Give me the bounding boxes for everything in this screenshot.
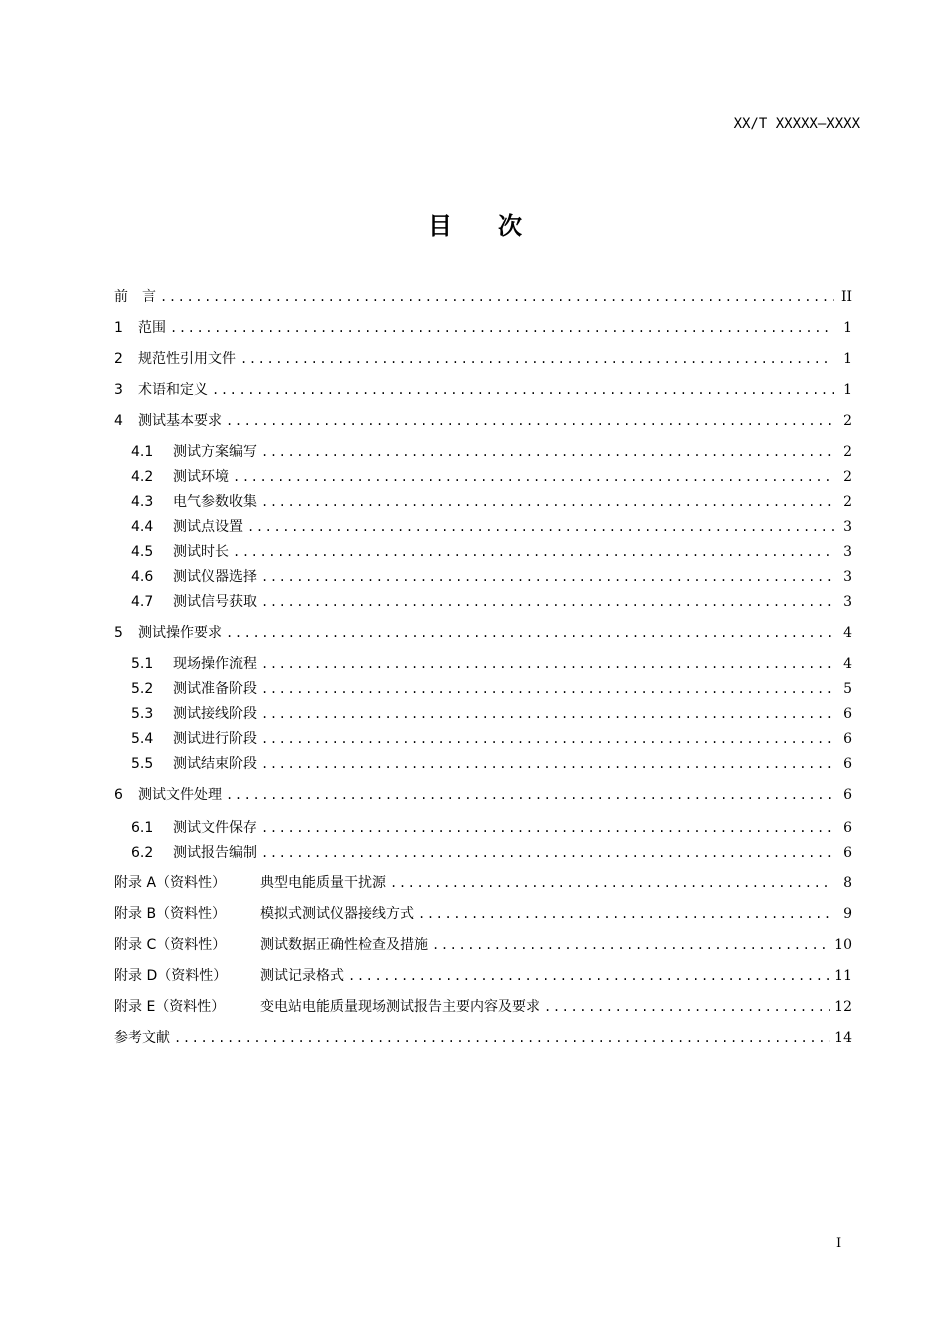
toc-appendix-e[interactable] xyxy=(114,995,852,1026)
toc-entry-page: 6 xyxy=(843,820,852,836)
toc-entry-page: 9 xyxy=(843,906,852,922)
toc-entry-title: 测试结束阶段 xyxy=(173,756,257,772)
appendix-label: 附录 E（资料性） xyxy=(114,999,226,1015)
toc-entry-page: 2 xyxy=(843,444,852,460)
toc-entry-title: 前 言 xyxy=(114,289,156,305)
toc-entry-page: 6 xyxy=(843,706,852,722)
toc-entry-number: 4.1 xyxy=(131,444,154,460)
leader-dots xyxy=(261,752,834,777)
toc-entry-title: 测试报告编制 xyxy=(173,845,257,861)
toc-entry-number: 3 xyxy=(114,382,123,398)
toc-entry-title: 现场操作流程 xyxy=(173,656,257,672)
toc-entry-page: 2 xyxy=(843,494,852,510)
toc-entry-title: 测试信号获取 xyxy=(173,594,257,610)
toc-entry-number: 5.1 xyxy=(131,656,154,672)
appendix-label: 附录 B（资料性） xyxy=(114,906,227,922)
appendix-label: 附录 D（资料性） xyxy=(114,968,228,984)
toc-entry-number: 4.5 xyxy=(131,544,154,560)
toc-entry-page: 6 xyxy=(843,756,852,772)
toc-entry-page: 1 xyxy=(843,351,852,367)
toc-entry[interactable] xyxy=(114,378,852,409)
toc-entry-title: 范围 xyxy=(138,320,166,336)
toc-entry-number: 5.5 xyxy=(131,756,154,772)
toc-entry-title: 测试接线阶段 xyxy=(173,706,257,722)
leader-dots xyxy=(261,565,834,590)
toc-entry-number: 5.4 xyxy=(131,731,154,747)
leader-dots xyxy=(261,816,834,841)
toc-entry-page: 3 xyxy=(843,519,852,535)
toc-entry-page: 12 xyxy=(834,999,852,1015)
toc-entry-page: 11 xyxy=(834,968,852,984)
toc-entry-page: 10 xyxy=(834,937,852,953)
table-of-contents xyxy=(114,285,852,1057)
leader-dots xyxy=(261,841,834,866)
toc-subentry[interactable] xyxy=(114,565,852,590)
leader-dots xyxy=(418,902,834,927)
leader-dots xyxy=(261,702,834,727)
toc-entry-number: 5.2 xyxy=(131,681,154,697)
toc-entry-page: 4 xyxy=(843,656,852,672)
toc-subentry[interactable] xyxy=(114,490,852,515)
document-code: XX/T XXXXX—XXXX xyxy=(733,116,860,132)
toc-entry-title: 术语和定义 xyxy=(138,382,208,398)
footer-page-number: I xyxy=(836,1236,842,1251)
toc-entry-title: 测试记录格式 xyxy=(260,968,344,984)
toc-subentry[interactable] xyxy=(114,515,852,540)
toc-subentry[interactable] xyxy=(114,590,852,621)
toc-entry-number: 4.7 xyxy=(131,594,154,610)
leader-dots xyxy=(226,621,834,646)
toc-entry-number: 2 xyxy=(114,351,123,367)
appendix-label: 附录 A（资料性） xyxy=(114,875,227,891)
toc-entry-references[interactable] xyxy=(114,1026,852,1057)
toc-entry-page: 6 xyxy=(843,845,852,861)
toc-entry[interactable] xyxy=(114,409,852,440)
toc-entry-title: 测试方案编写 xyxy=(173,444,257,460)
toc-entry[interactable] xyxy=(114,347,852,378)
leader-dots xyxy=(261,727,834,752)
appendix-label: 附录 C（资料性） xyxy=(114,937,227,953)
leader-dots xyxy=(261,677,834,702)
toc-entry-number: 4 xyxy=(114,413,123,429)
toc-entry-number: 4.3 xyxy=(131,494,154,510)
toc-subentry[interactable] xyxy=(114,652,852,677)
toc-subentry[interactable] xyxy=(114,702,852,727)
leader-dots xyxy=(390,871,834,896)
toc-entry-title: 测试操作要求 xyxy=(138,625,222,641)
page-title xyxy=(0,206,950,241)
toc-entry-title: 参考文献 xyxy=(114,1030,170,1046)
leader-dots xyxy=(233,465,834,490)
toc-entry-page: 2 xyxy=(843,469,852,485)
toc-entry-number: 5.3 xyxy=(131,706,154,722)
toc-entry-page: II xyxy=(840,289,852,305)
toc-subentry[interactable] xyxy=(114,816,852,841)
toc-entry-title: 测试文件保存 xyxy=(173,820,257,836)
toc-entry-title: 测试时长 xyxy=(173,544,229,560)
toc-entry-page: 3 xyxy=(843,544,852,560)
toc-entry-number: 4.4 xyxy=(131,519,154,535)
leader-dots xyxy=(233,540,834,565)
leader-dots xyxy=(160,285,834,310)
toc-entry-title: 测试基本要求 xyxy=(138,413,222,429)
leader-dots xyxy=(174,1026,830,1051)
toc-entry-page: 6 xyxy=(843,731,852,747)
toc-entry-page: 6 xyxy=(843,787,852,803)
toc-entry-page: 3 xyxy=(843,594,852,610)
leader-dots xyxy=(240,347,834,372)
leader-dots xyxy=(261,490,834,515)
toc-entry-title: 测试点设置 xyxy=(173,519,243,535)
toc-entry-number: 6.1 xyxy=(131,820,154,836)
leader-dots xyxy=(261,440,834,465)
title-char-right: 次 xyxy=(498,212,522,240)
title-char-left: 目 xyxy=(428,212,452,240)
toc-appendix-a[interactable] xyxy=(114,871,852,902)
toc-subentry[interactable] xyxy=(114,465,852,490)
toc-entry-page: 3 xyxy=(843,569,852,585)
toc-entry-number: 1 xyxy=(114,320,123,336)
toc-entry-page: 14 xyxy=(834,1030,852,1046)
leader-dots xyxy=(247,515,834,540)
leader-dots xyxy=(226,783,834,808)
toc-entry-title: 测试文件处理 xyxy=(138,787,222,803)
toc-appendix-c[interactable] xyxy=(114,933,852,964)
toc-entry-page: 4 xyxy=(843,625,852,641)
leader-dots xyxy=(170,316,834,341)
toc-entry-page: 5 xyxy=(843,681,852,697)
toc-entry-number: 6.2 xyxy=(131,845,154,861)
toc-entry-number: 5 xyxy=(114,625,123,641)
leader-dots xyxy=(544,995,830,1020)
toc-subentry[interactable] xyxy=(114,752,852,783)
leader-dots xyxy=(261,590,834,615)
toc-entry[interactable] xyxy=(114,783,852,816)
toc-entry-number: 4.6 xyxy=(131,569,154,585)
toc-appendix-d[interactable] xyxy=(114,964,852,995)
toc-appendix-b[interactable] xyxy=(114,902,852,933)
toc-entry[interactable] xyxy=(114,316,852,347)
toc-entry-number: 6 xyxy=(114,787,123,803)
toc-entry-title: 测试仪器选择 xyxy=(173,569,257,585)
toc-entry-title: 测试进行阶段 xyxy=(173,731,257,747)
toc-subentry[interactable] xyxy=(114,677,852,702)
toc-entry-title: 模拟式测试仪器接线方式 xyxy=(260,906,414,922)
leader-dots xyxy=(348,964,830,989)
leader-dots xyxy=(212,378,834,403)
toc-entry-page: 1 xyxy=(843,382,852,398)
toc-entry-title: 测试环境 xyxy=(173,469,229,485)
leader-dots xyxy=(261,652,834,677)
toc-entry-title: 测试数据正确性检查及措施 xyxy=(260,937,428,953)
toc-entry-title: 变电站电能质量现场测试报告主要内容及要求 xyxy=(260,999,540,1015)
toc-entry-number: 4.2 xyxy=(131,469,154,485)
toc-entry[interactable] xyxy=(114,621,852,652)
toc-entry-title: 规范性引用文件 xyxy=(138,351,236,367)
toc-entry-page: 1 xyxy=(843,320,852,336)
toc-entry-title: 测试准备阶段 xyxy=(173,681,257,697)
toc-subentry[interactable] xyxy=(114,440,852,465)
toc-entry-title: 典型电能质量干扰源 xyxy=(260,875,386,891)
toc-entry-page: 2 xyxy=(843,413,852,429)
toc-entry-title: 电气参数收集 xyxy=(173,494,257,510)
toc-entry-page: 8 xyxy=(843,875,852,891)
toc-subentry[interactable] xyxy=(114,727,852,752)
leader-dots xyxy=(432,933,830,958)
toc-subentry[interactable] xyxy=(114,540,852,565)
toc-entry-foreword[interactable] xyxy=(114,285,852,316)
toc-subentry[interactable] xyxy=(114,841,852,871)
leader-dots xyxy=(226,409,834,434)
